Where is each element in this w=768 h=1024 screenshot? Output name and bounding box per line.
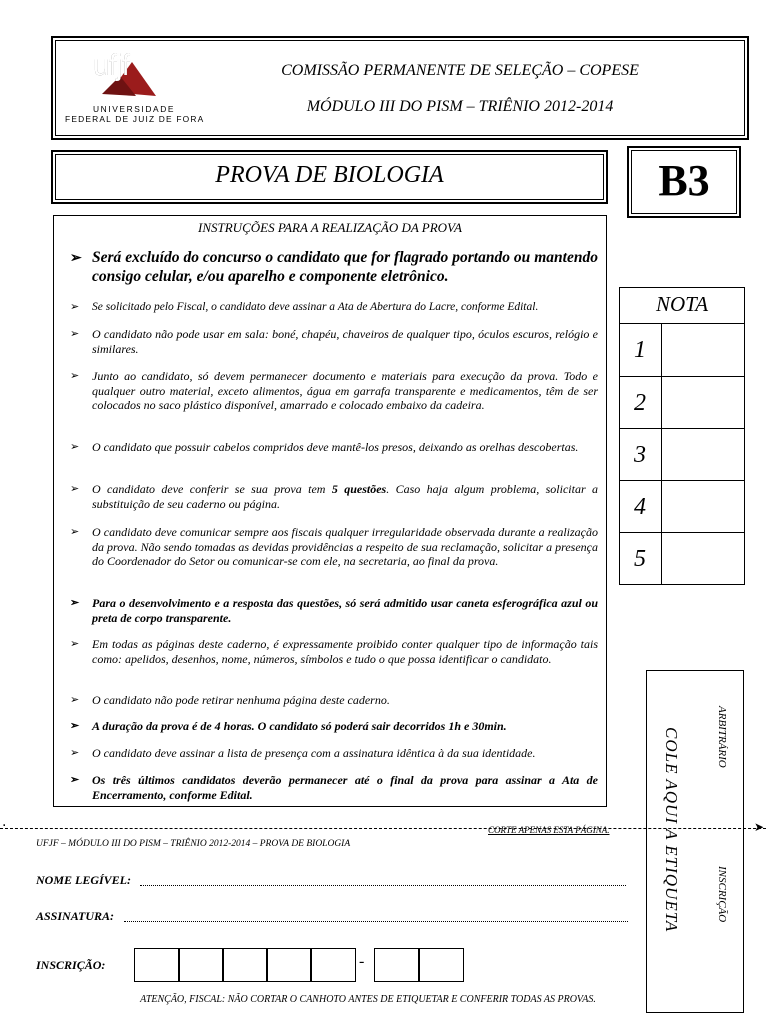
arrow-bullet-icon: ➢ [70,328,80,340]
instruction-item: ➢ Os três últimos candidatos deverão permanecer até o final da prova para assinar a Ata de Encerramento, conforme Edital. [70,773,598,802]
arrow-bullet-icon: ➢ [70,370,80,382]
arrow-bullet-icon: ➢ [70,694,80,706]
nota-row: 5 [619,532,745,585]
header-commission: COMISSÃO PERMANENTE DE SELEÇÃO – COPESE [281,62,639,79]
cut-instruction: CORTE APENAS ESTA PÁGINA. [488,825,610,835]
arrow-bullet-icon: ➢ [70,774,80,786]
arrow-bullet-icon: ➢ [70,441,80,453]
instruction-item: ➢ O candidato não pode retirar nenhuma página deste caderno. [70,693,390,707]
stub-identification: UFJF – MÓDULO III DO PISM – TRIÊNIO 2012-2014 – PROVA DE BIOLOGIA [36,839,351,849]
exam-title: PROVA DE BIOLOGIA [215,162,444,188]
arrow-bullet-icon: ➢ [70,638,80,650]
instructions-title: INSTRUÇÕES PARA A REALIZAÇÃO DA PROVA [198,220,462,235]
label-paste-here: COLE AQUI A ETIQUETA [662,727,681,933]
instruction-item: ➢ A duração da prova é de 4 horas. O candidato só poderá sair decorridos 1h e 30min. [70,719,507,733]
inscription-digit-box[interactable] [134,948,180,982]
fiscal-attention-note: ATENÇÃO, FISCAL: NÃO CORTAR O CANHOTO ANTES DE ETIQUETAR E CONFERIR TODAS AS PROVAS. [140,994,596,1005]
inscription-digit-box[interactable] [310,948,356,982]
instruction-item: ➢ Em todas as páginas deste caderno, é expressamente proibido conter qualquer tipo de informação tais como: apelidos, desenhos, nome, números, símbolos e tudo o que possa identificar o candidato. [70,637,598,666]
scissors-icon: · [2,818,7,834]
instruction-item: ➢ O candidato deve assinar a lista de presença com a assinatura idêntica à da sua identidade. [70,746,536,760]
nota-row: 4 [619,480,745,533]
arrow-bullet-icon: ➢ [70,597,80,609]
inscription-label: INSCRIÇÃO: [36,958,106,972]
nota-header: NOTA [655,292,709,316]
header-module: MÓDULO III DO PISM – TRIÊNIO 2012-2014 [306,98,614,115]
instruction-item: ➢ O candidato deve conferir se sua prova tem 5 questões. Caso haja algum problema, solicitar a substituição de seu caderno ou página. [70,482,599,511]
cut-line [0,828,766,829]
instruction-item: ➢ Se solicitado pelo Fiscal, o candidato deve assinar a Ata de Abertura do Lacre, conforme Edital. [70,301,539,313]
arrow-right-icon: ➤ [754,820,765,834]
exam-code: B3 [658,156,710,205]
nota-row: 3 [619,428,745,481]
instruction-item: ➢ Será excluído do concurso o candidato que for flagrado portando ou mantendo consigo celular, e/ou aparelho e componente eletrônico. [70,249,598,285]
nota-row: 1 [619,323,745,376]
instruction-item: ➢ O candidato deve comunicar sempre aos fiscais qualquer irregularidade observada durante a realização da prova. Não sendo tomadas as devidas providências a respeito de sua reclamação, solicitar a presença do Coordenador do Setor ou comunicar-se com ele, na secretaria, ao final da prova. [70,525,598,568]
logo-text: ufjf [93,49,130,82]
arrow-bullet-icon: ➢ [70,720,80,732]
name-label: NOME LEGÍVEL: [36,873,132,887]
instruction-item: ➢ O candidato não pode usar em sala: boné, chapéu, chaveiros de qualquer tipo, óculos escuros, relógio e similares. [70,327,598,356]
logo-university-line: UNIVERSIDADE [93,104,176,114]
name-field[interactable] [140,885,626,886]
arrow-bullet-icon: ➢ [70,301,80,313]
arrow-bullet-icon: ➢ [70,251,82,266]
inscription-digit-box[interactable] [222,948,268,982]
inscription-digit-box[interactable] [266,948,312,982]
logo-federal-line: FEDERAL DE JUIZ DE FORA [65,114,205,124]
label-arbitrary: ARBITRÁRIO [716,706,728,768]
instruction-item: ➢ O candidato que possuir cabelos compridos deve mantê-los presos, deixando as orelhas descobertas. [70,440,579,454]
signature-label: ASSINATURA: [36,909,115,923]
instruction-item: ➢ Junto ao candidato, só devem permanecer documento e materiais para execução da prova. Todo e qualquer outro material, exceto alimentos, água em garrafa transparente e medicamentos, têm de ser colocados no saco plástico disponível, amarrado e colocado embaixo da cadeira. [70,369,598,412]
inscription-dash: - [359,953,365,970]
label-inscription: INSCRIÇÃO [716,866,728,923]
arrow-bullet-icon: ➢ [70,526,80,538]
inscription-digit-box[interactable] [374,948,420,982]
signature-field[interactable] [124,921,628,922]
inscription-digit-box[interactable] [418,948,464,982]
arrow-bullet-icon: ➢ [70,747,80,759]
nota-row: 2 [619,376,745,429]
inscription-digit-box[interactable] [178,948,224,982]
instruction-item: ➢ Para o desenvolvimento e a resposta das questões, só será admitido usar caneta esferográfica azul ou preta de corpo transparente. [70,596,598,625]
arrow-bullet-icon: ➢ [70,483,80,495]
